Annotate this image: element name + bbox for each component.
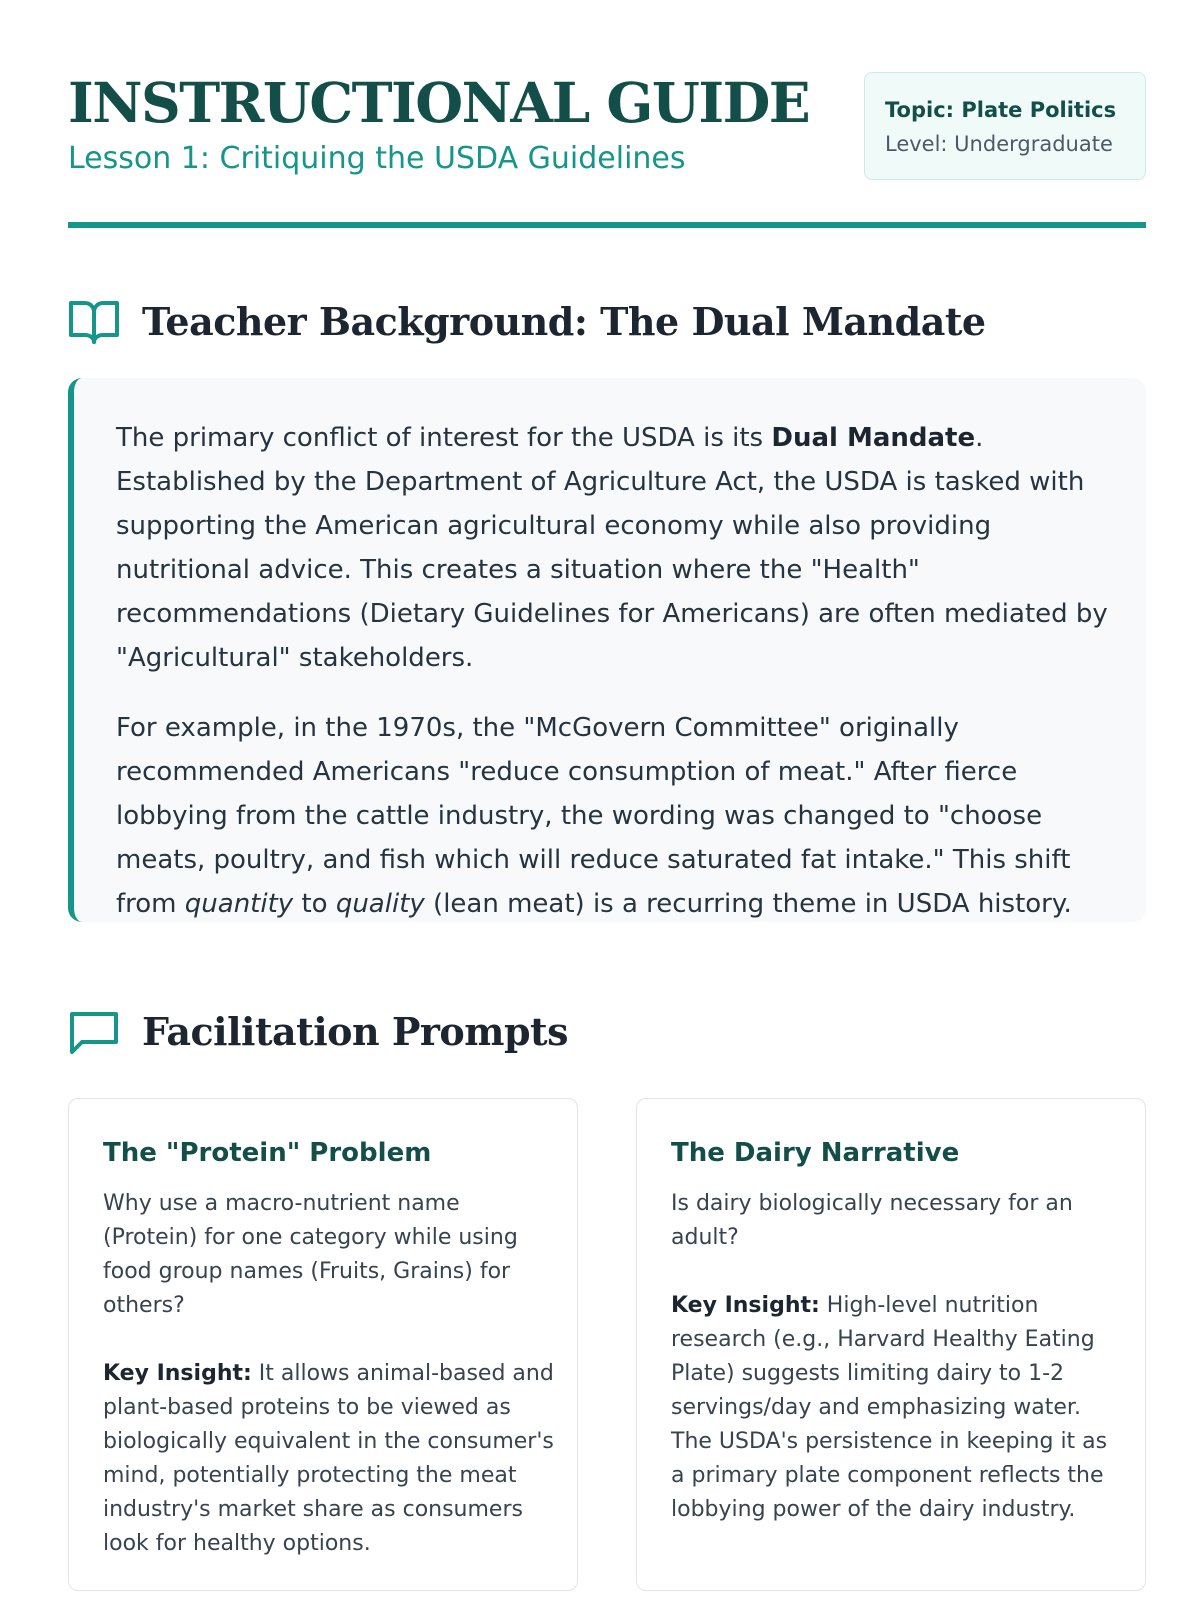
header-divider	[68, 222, 1146, 228]
key-insight-label: Key Insight:	[103, 1361, 252, 1386]
message-square-icon	[68, 1008, 120, 1056]
card-question: Why use a macro-nutrient name (Protein) for one category while using food group names (Fruits, Grains) for others?	[103, 1191, 518, 1318]
text-run: The primary conflict of interest for the USDA is its	[116, 423, 772, 453]
card-title: The Dairy Narrative	[671, 1138, 960, 1168]
lesson-meta-box	[864, 72, 1146, 180]
text-run: (lean meat) is a recurring theme in USDA history.	[424, 889, 1072, 919]
quantity-emphasis: quantity	[184, 889, 294, 919]
background-paragraph-1	[116, 416, 1110, 680]
book-open-icon	[68, 298, 120, 346]
facilitation-prompts-heading	[68, 1004, 1146, 1064]
section-title: Teacher Background: The Dual Mandate	[142, 299, 986, 344]
card-question: Is dairy biologically necessary for an adult?	[671, 1191, 1073, 1250]
section-title: Facilitation Prompts	[142, 1009, 568, 1054]
key-insight-label: Key Insight:	[671, 1293, 820, 1318]
dual-mandate-term: Dual Mandate	[771, 423, 976, 453]
background-paragraph-2	[116, 706, 1110, 926]
guide-header	[68, 70, 1146, 180]
text-run: . Established by the Department of Agriculture Act, the USDA is tasked with supporting the American agricultural economy while also providing nutritional advice. This creates a situation where the "Health" recommendations (Dietary Guidelines for Americans) are often mediated by "Agricultural" stakeholders.	[116, 423, 1108, 673]
insight-text: It allows animal-based and plant-based proteins to be viewed as biologically equivalent in the consumer's mind, potentially protecting the meat industry's market share as consumers look for healthy options.	[103, 1361, 554, 1556]
prompt-card-protein	[68, 1098, 578, 1591]
teacher-background-heading	[68, 294, 1146, 354]
quality-emphasis: quality	[335, 889, 425, 919]
text-run: For example, in the 1970s, the "McGovern Committee" originally recommended Americans "reduce consumption of meat." After fierce lobbying from the cattle industry, the wording was changed to "choose meats, poultry, and fish which will reduce saturated fat intake." This shift from	[116, 713, 1071, 919]
topic-label: Topic: Plate Politics	[885, 98, 1117, 122]
text-run: to	[293, 889, 336, 919]
card-spacer	[103, 1323, 557, 1357]
prompt-card-dairy	[636, 1098, 1146, 1591]
card-insight	[103, 1357, 557, 1561]
card-title: The "Protein" Problem	[103, 1138, 432, 1168]
level-label: Level: Undergraduate	[885, 132, 1113, 156]
lesson-subtitle: Lesson 1: Critiquing the USDA Guidelines	[68, 141, 686, 176]
teacher-background-panel	[68, 378, 1146, 922]
card-spacer	[671, 1255, 1125, 1289]
page-title: INSTRUCTIONAL GUIDE	[68, 70, 810, 135]
card-insight	[671, 1289, 1125, 1527]
insight-text: High-level nutrition research (e.g., Harvard Healthy Eating Plate) suggests limiting dairy to 1-2 servings/day and emphasizing water. The USDA's persistence in keeping it as a primary plate component reflects the lobbying power of the dairy industry.	[671, 1293, 1108, 1522]
